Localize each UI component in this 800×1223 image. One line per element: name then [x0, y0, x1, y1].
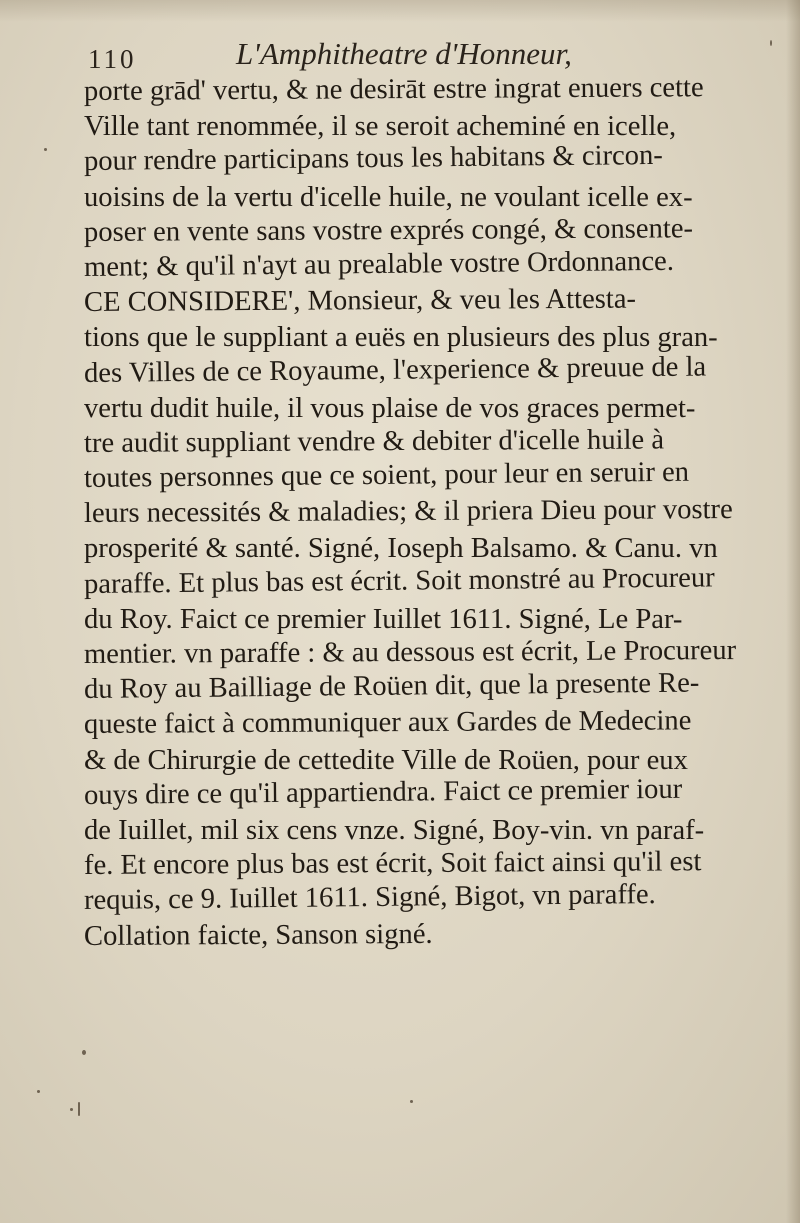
text-line: pour rendre participans tous les habitans & circon-: [83, 140, 663, 178]
text-line: fe. Et encore plus bas est écrit, Soit faict ainsi qu'il est: [83, 846, 702, 882]
paper-speck: [78, 1102, 80, 1116]
text-line: tre audit suppliant vendre & debiter d'icelle huile à: [83, 424, 665, 459]
text-line: toutes personnes que ce soient, pour leur en seruir en: [83, 456, 690, 495]
text-line: ment; & qu'il n'ayt au prealable vostre Ordonnance.: [83, 245, 675, 283]
text-line: du Roy au Bailliage de Roüen dit, que la presente Re-: [83, 667, 700, 706]
running-head-title: L'Amphitheatre d'Honneur,: [236, 36, 572, 71]
text-line: mentier. vn paraffe : & au dessous est écrit, Le Procureur: [83, 635, 737, 670]
paper-speck: [70, 1108, 73, 1111]
text-line: vertu dudit huile, il vous plaise de vos graces permet-: [84, 392, 696, 424]
paper-speck: [410, 1100, 413, 1103]
page-top-shadow: [0, 0, 800, 22]
body-text: [84, 74, 764, 954]
text-line: tions que le suppliant a euës en plusieurs des plus gran-: [84, 322, 718, 354]
paper-speck: [770, 40, 772, 46]
text-line: du Roy. Faict ce premier Iuillet 1611. Signé, Le Par-: [84, 603, 683, 635]
text-line: ouys dire ce qu'il appartiendra. Faict ce premier iour: [83, 773, 683, 811]
paper-speck: [44, 148, 47, 151]
text-line: des Villes de ce Royaume, l'experience & preuue de la: [83, 350, 707, 389]
text-line: uoisins de la vertu d'icelle huile, ne voulant icelle ex-: [84, 181, 693, 213]
text-line: poser en vente sans vostre exprés congé, & consente-: [83, 213, 694, 248]
paper-speck: [37, 1090, 40, 1093]
text-line: de Iuillet, mil six cens vnze. Signé, Boy-vin. vn paraf-: [84, 814, 705, 846]
text-line: queste faict à communiquer aux Gardes de Medecine: [83, 705, 692, 741]
paper-speck: [82, 1050, 86, 1055]
text-line: prosperité & santé. Signé, Ioseph Balsamo. & Canu. vn: [84, 533, 718, 565]
text-line: Collation faicte, Sanson signé.: [83, 918, 433, 952]
text-line: CE CONSIDERE', Monsieur, & veu les Attesta-: [83, 283, 637, 319]
text-line: Ville tant renommée, il se seroit acheminé en icelle,: [84, 111, 677, 143]
text-line: porte grād' vertu, & ne desirāt estre ingrat enuers cette: [83, 72, 704, 107]
text-line: leurs necessités & maladies; & il priera Dieu pour vostre: [83, 494, 733, 530]
text-line: & de Chirurgie de cettedite Ville de Roüen, pour eux: [84, 744, 688, 776]
text-line: paraffe. Et plus bas est écrit. Soit monstré au Procureur: [83, 562, 715, 600]
text-line: requis, ce 9. Iuillet 1611. Signé, Bigot, vn paraffe.: [83, 879, 656, 917]
page-number: 110: [88, 44, 137, 74]
page-gutter-shadow: [786, 0, 800, 1223]
